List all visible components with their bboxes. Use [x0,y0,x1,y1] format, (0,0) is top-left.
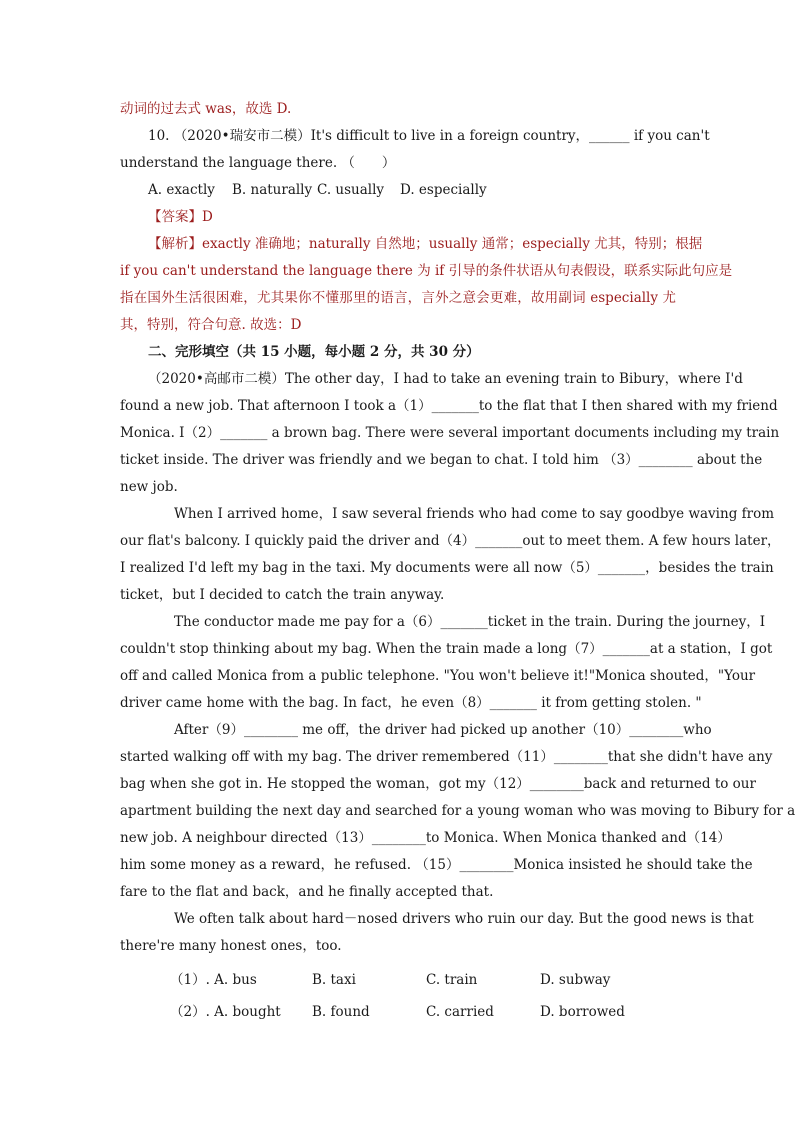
previous-answer-tail: 动词的过去式 was，故选 D. [120,101,292,117]
passage-line: bag when she got in. He stopped the woman，got my（12）________back and returned to our [120,776,756,792]
passage-line: our flat's balcony. I quickly paid the driver and（4）_______out to meet them. A few hours later， [120,533,781,549]
passage-line: started walking off with my bag. The driver remembered（11）________that she didn't have any [120,749,773,765]
analysis-line: 其，特别，符合句意. 故选：D [120,317,302,333]
passage-line: new job. A neighbour directed（13）________to Monica. When Monica thanked and（14） [120,830,731,846]
passage-line: found a new job. That afternoon I took a（1）_______to the flat that I then shared with my friend [120,398,778,414]
choice-c: C. carried [426,1004,494,1020]
choice-d: D. borrowed [540,1004,625,1020]
passage-line: couldn't stop thinking about my bag. When the train made a long（7）_______at a station，I got [120,641,773,657]
choice-c: C. train [426,972,478,988]
passage-line: ticket inside. The driver was friendly and we began to chat. I told him （3）________ about the [120,452,763,468]
passage-line: （2020•高邮市二模）The other day，I had to take an evening train to Bibury，where I'd [148,371,743,387]
passage-line: ticket，but I decided to catch the train anyway. [120,587,445,603]
passage-line: there're many honest ones，too. [120,938,342,954]
passage-line: We often talk about hard－nosed drivers who ruin our day. But the good news is that [174,911,754,927]
question-10-stem-cont: understand the language there. （ ） [120,155,396,171]
passage-line: driver came home with the bag. In fact，he even（8）_______ it from getting stolen. " [120,695,702,711]
passage-line: I realized I'd left my bag in the taxi. My documents were all now（5）_______，besides the train [120,560,774,576]
question-10-options [120,177,676,204]
choice-row-2 [120,996,676,1028]
option-c: C. usually [317,182,385,198]
choice-d: D. subway [540,972,611,988]
section-heading: 二、完形填空（共 15 小题，每小题 2 分，共 30 分） [148,344,480,360]
analysis-line: if you can't understand the language there 为 if 引导的条件状语从句表假设，联系实际此句应是 [120,263,733,279]
passage-line: The conductor made me pay for a（6）_______ticket in the train. During the journey，I [174,614,766,630]
passage-line: him some money as a reward，he refused. （15）________Monica insisted he should take the [120,857,753,873]
analysis-line: 【解析】exactly 准确地；naturally 自然地；usually 通常；especially 尤其，特别；根据 [148,236,703,252]
choice-b: B. found [312,1004,370,1020]
passage-line: Monica. I（2）_______ a brown bag. There were several important documents including my train [120,425,780,441]
passage-line: new job. [120,479,178,495]
choice-row-1 [120,964,676,996]
document-content [120,96,795,1028]
choice-b: B. taxi [312,972,356,988]
passage-line: When I arrived home，I saw several friends who had come to say goodbye waving from [174,506,775,522]
analysis-line: 指在国外生活很困难，尤其果你不懂那里的语言，言外之意会更难，故用副词 especially 尤 [120,290,676,306]
option-a: A. exactly [148,182,215,198]
passage-line: apartment building the next day and searched for a young woman who was moving to Bibury for a [120,803,795,819]
passage-line: fare to the flat and back，and he finally accepted that. [120,884,494,900]
question-10-stem: 10. （2020•瑞安市二模）It's difficult to live in a foreign country，______ if you can't [148,128,710,144]
passage-line: off and called Monica from a public telephone. "You won't believe it!"Monica shouted，"Your [120,668,756,684]
choice-a: （2）. A. bought [170,1004,281,1020]
choice-a: （1）. A. bus [170,972,257,988]
passage-line: After（9）________ me off，the driver had picked up another（10）________who [174,722,712,738]
question-10-answer: 【答案】D [148,209,213,225]
option-d: D. especially [400,182,487,198]
option-b: B. naturally [232,182,313,198]
